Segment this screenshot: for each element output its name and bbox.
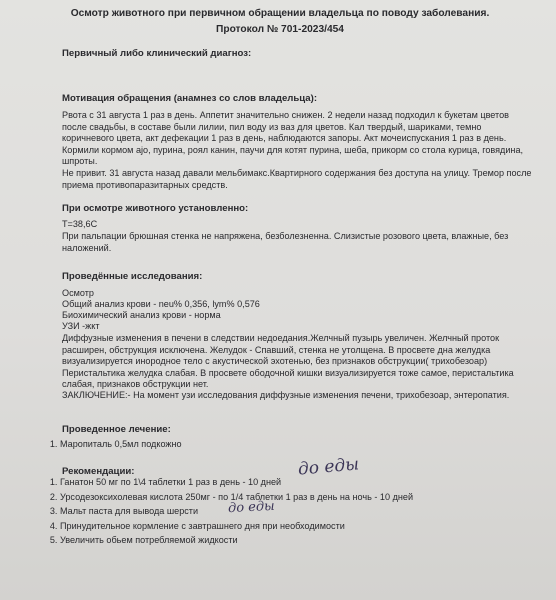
ultrasound-text: Диффузные изменения в печени в следствии недоедания.Желчный пузырь увеличен. Желчный проток расширен, обструкция исключена. Желудок - Спавший, стенка не утолщена. В просвете дна желудка визуализируется инородное тело с акустической эхотенью, без признаков обструкции( трихобезоар) Перистальтика желудка слабая. В просвете ободочной кишки визуализируется тоже самое, перистальтика слабая, признаков обструкции нет. (62, 333, 514, 390)
recommendations-heading: Рекомендации: (62, 466, 135, 477)
treatment-list (42, 437, 182, 452)
motivation-text: Рвота с 31 августа 1 раз в день. Аппетит значительно снижен. 2 недели назад подходил к букетам цветов после свадьбы, в составе были лилии, пил воду из ваз для цветов. Кал твердый, шариками, темно коричневого цвета, акт дефекации 1 раз в день, наблюдаются запоры. Акт мочеиспускания 1 раз в день. Кормили кормом ajo, пурина, роял канин, паучи для котят пурина, шеба, прикорм со стола курица, говядина, шпроты. (62, 110, 524, 167)
treatment-item: 1. Маропиталь 0,5мл подкожно (60, 437, 182, 452)
motivation-heading: Мотивация обращения (анамнез со слов владельца): (62, 93, 318, 104)
recommendation-item: 4. Принудительное кормление с завтрашнего дня при необходимости (60, 519, 413, 534)
research-heading: Проведённые исследования: (62, 271, 203, 282)
research-line-1: Осмотр (62, 288, 94, 298)
temperature: Т=38,6С (62, 219, 98, 229)
recommendation-item: 5. Увеличить обьем потребляемой жидкости (60, 533, 413, 548)
conclusion: ЗАКЛЮЧЕНИЕ:- На момент узи исследования диффузные изменения печени, трихобезоар, энтеропатия. (62, 390, 510, 400)
diagnosis-heading: Первичный либо клинический диагноз: (62, 48, 252, 59)
handwritten-note: до еды (297, 454, 360, 480)
handwritten-note: до еды (227, 498, 276, 517)
motivation-text-2: Не привит. 31 августа назад давали мельбимакс.Квартирного содержания без доступа на улицу. Тремор после приема противопаразитарных средств. (62, 168, 532, 190)
research-line-4: УЗИ -жкт (62, 321, 100, 331)
document-title (60, 6, 500, 38)
research-line-3: Биохимический анализ крови - норма (62, 310, 221, 320)
recommendation-item: 3. Мальт паста для вывода шерсти (60, 504, 413, 519)
recommendation-item: 1. Ганатон 50 мг по 1\4 таблетки 1 раз в день - 10 дней (60, 475, 413, 490)
treatment-heading: Проведенное лечение: (62, 424, 171, 435)
protocol-number: Протокол № 701-2023/454 (216, 24, 344, 35)
recommendation-item: 2. Урсодезоксихолевая кислота 250мг - по 1/4 таблетки 1 раз в день на ночь - 10 дней (60, 490, 413, 505)
exam-text: При пальпации брюшная стенка не напряжена, безболезненна. Слизистые розового цвета, влажные, без наложений. (62, 231, 509, 253)
exam-heading: При осмотре животного установленно: (62, 203, 249, 214)
title-line-1: Осмотр животного при первичном обращении владельца по поводу заболевания. (70, 8, 490, 19)
research-line-2: Общий анализ крови - neu% 0,356, lym% 0,576 (62, 299, 260, 309)
